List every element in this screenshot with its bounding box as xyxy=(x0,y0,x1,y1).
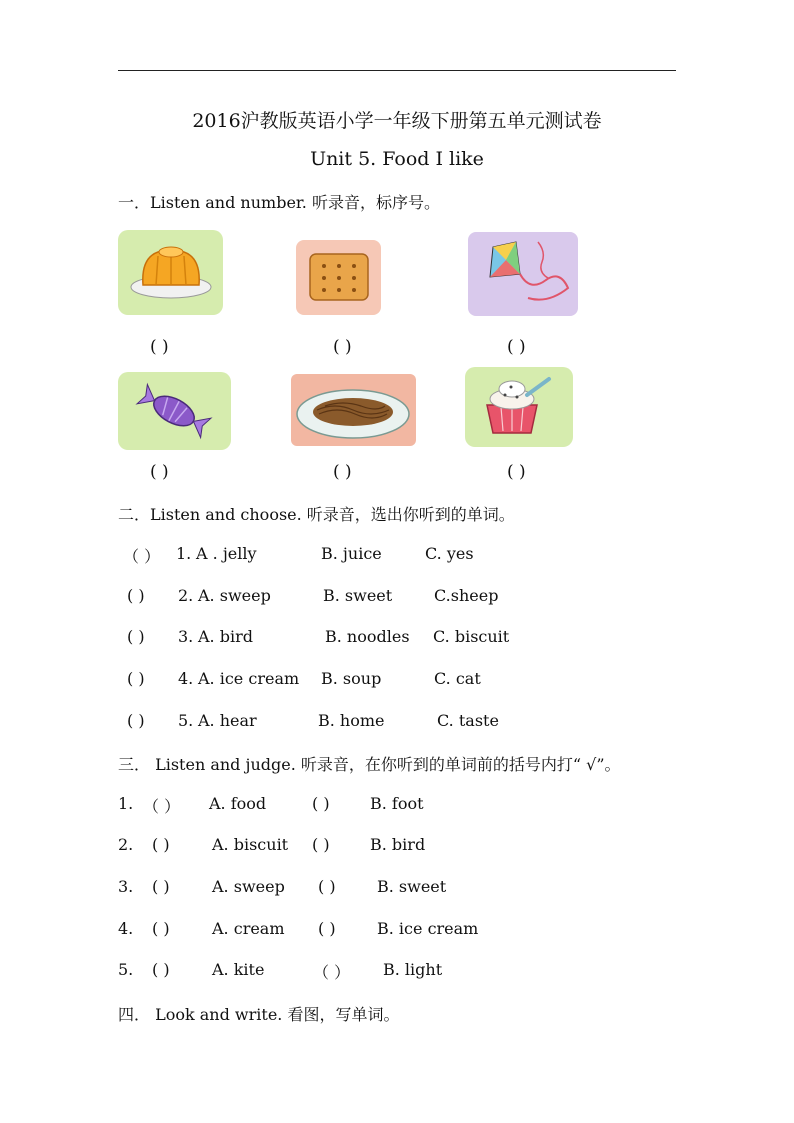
option-a: A. sweep xyxy=(212,877,285,896)
page-title: 2016沪教版英语小学一年级下册第五单元测试卷 xyxy=(192,110,602,132)
option-b: B. juice xyxy=(321,544,382,563)
answer-paren-a[interactable]: ( ) xyxy=(152,877,170,896)
option-a: A. ice cream xyxy=(198,669,300,688)
answer-paren-b[interactable]: ( ) xyxy=(318,877,336,896)
picture-3-paren[interactable]: ( ) xyxy=(507,337,526,357)
option-c: C. biscuit xyxy=(433,627,510,646)
option-c: C. yes xyxy=(425,544,474,563)
option-b: B. noodles xyxy=(325,627,410,646)
picture-4-paren[interactable]: ( ) xyxy=(150,462,169,482)
item-number: 4. xyxy=(178,669,194,688)
item-number: 2. xyxy=(118,835,134,854)
option-a: A. sweep xyxy=(198,586,271,605)
item-number: 4. xyxy=(118,919,134,938)
option-a: A . jelly xyxy=(196,544,257,563)
section1-heading: 一．Listen and number. 听录音，标序号。 xyxy=(118,193,440,212)
sweet-icon xyxy=(118,372,231,450)
item-number: 3. xyxy=(118,877,134,896)
item-number: 1. xyxy=(176,544,192,563)
option-a: A. kite xyxy=(212,960,265,979)
answer-paren-b[interactable]: ( ) xyxy=(312,835,330,854)
answer-paren-a[interactable]: ( ) xyxy=(152,835,170,854)
top-rule xyxy=(118,70,676,71)
picture-6-paren[interactable]: ( ) xyxy=(507,462,526,482)
answer-paren[interactable]: ( ) xyxy=(127,669,145,688)
option-b: B. ice cream xyxy=(377,919,479,938)
answer-paren-a[interactable]: （ ） xyxy=(143,797,181,816)
ice-cream-icon xyxy=(465,367,573,447)
jelly-icon xyxy=(118,230,223,315)
option-a: A. cream xyxy=(212,919,285,938)
answer-paren-a[interactable]: ( ) xyxy=(152,960,170,979)
page-subtitle: Unit 5. Food I like xyxy=(310,148,484,170)
item-number: 5. xyxy=(178,711,194,730)
option-b: B. bird xyxy=(370,835,426,854)
section4-heading: 四． Look and write. 看图，写单词。 xyxy=(118,1005,400,1024)
option-b: B. foot xyxy=(370,794,424,813)
answer-paren[interactable]: ( ) xyxy=(127,711,145,730)
noodles-icon xyxy=(291,374,416,446)
option-a: A. hear xyxy=(198,711,257,730)
kite-icon xyxy=(468,232,578,316)
option-a: A. biscuit xyxy=(212,835,289,854)
option-c: C. taste xyxy=(437,711,499,730)
option-a: A. bird xyxy=(198,627,253,646)
option-b: B. sweet xyxy=(377,877,447,896)
answer-paren-b[interactable]: ( ) xyxy=(318,919,336,938)
picture-2-paren[interactable]: ( ) xyxy=(333,337,352,357)
option-b: B. sweet xyxy=(323,586,393,605)
item-number: 3. xyxy=(178,627,194,646)
picture-5-paren[interactable]: ( ) xyxy=(333,462,352,482)
section2-heading: 二．Listen and choose. 听录音，选出你听到的单词。 xyxy=(118,505,515,524)
answer-paren[interactable]: ( ) xyxy=(127,586,145,605)
answer-paren[interactable]: ( ) xyxy=(127,627,145,646)
option-b: B. light xyxy=(383,960,443,979)
section3-heading: 三． Listen and judge. 听录音，在你听到的单词前的括号内打“ √”。 xyxy=(118,755,621,774)
item-number: 1. xyxy=(118,794,134,813)
biscuit-icon xyxy=(296,240,381,315)
item-number: 2. xyxy=(178,586,194,605)
picture-1-paren[interactable]: ( ) xyxy=(150,337,169,357)
option-a: A. food xyxy=(209,794,267,813)
option-c: C. cat xyxy=(434,669,481,688)
option-b: B. soup xyxy=(321,669,382,688)
answer-paren-a[interactable]: ( ) xyxy=(152,919,170,938)
option-c: C.sheep xyxy=(434,586,499,605)
answer-paren-b[interactable]: （ ） xyxy=(313,963,351,982)
answer-paren-b[interactable]: ( ) xyxy=(312,794,330,813)
option-b: B. home xyxy=(318,711,385,730)
item-number: 5. xyxy=(118,960,134,979)
answer-paren[interactable]: （ ） xyxy=(123,547,161,566)
